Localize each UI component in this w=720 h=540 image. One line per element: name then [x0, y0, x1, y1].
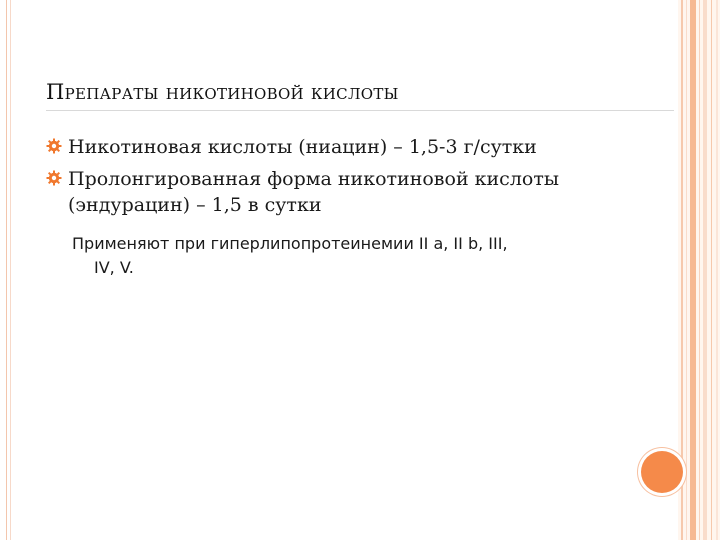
left-frame-line [6, 0, 7, 540]
right-stripe [690, 0, 696, 540]
right-stripe [711, 0, 712, 540]
right-stripe [686, 0, 687, 540]
right-stripe [703, 0, 707, 540]
gear-icon [46, 170, 62, 186]
sub-note-line: Применяют при гиперлипопротеинемии II a, II b, III, [72, 234, 508, 253]
sub-note-line: IV, V. [94, 258, 134, 277]
left-frame-line-inner [10, 0, 11, 540]
bullet-item [46, 134, 646, 160]
decorative-circle [641, 451, 683, 493]
slide-title: Препараты никотиновой кислоты [46, 80, 399, 104]
bullet-text: Пролонгированная форма никотиновой кислоты (эндурацин) – 1,5 в сутки [68, 168, 559, 216]
bullet-text: Никотиновая кислоты (ниацин) – 1,5-3 г/сутки [68, 136, 537, 158]
right-stripe [699, 0, 700, 540]
right-stripe [716, 0, 718, 540]
bullet-item [46, 166, 646, 218]
bullet-list [46, 134, 646, 224]
gear-icon [46, 138, 62, 154]
sub-note [72, 232, 632, 280]
right-stripe [681, 0, 683, 540]
title-divider [46, 110, 674, 111]
